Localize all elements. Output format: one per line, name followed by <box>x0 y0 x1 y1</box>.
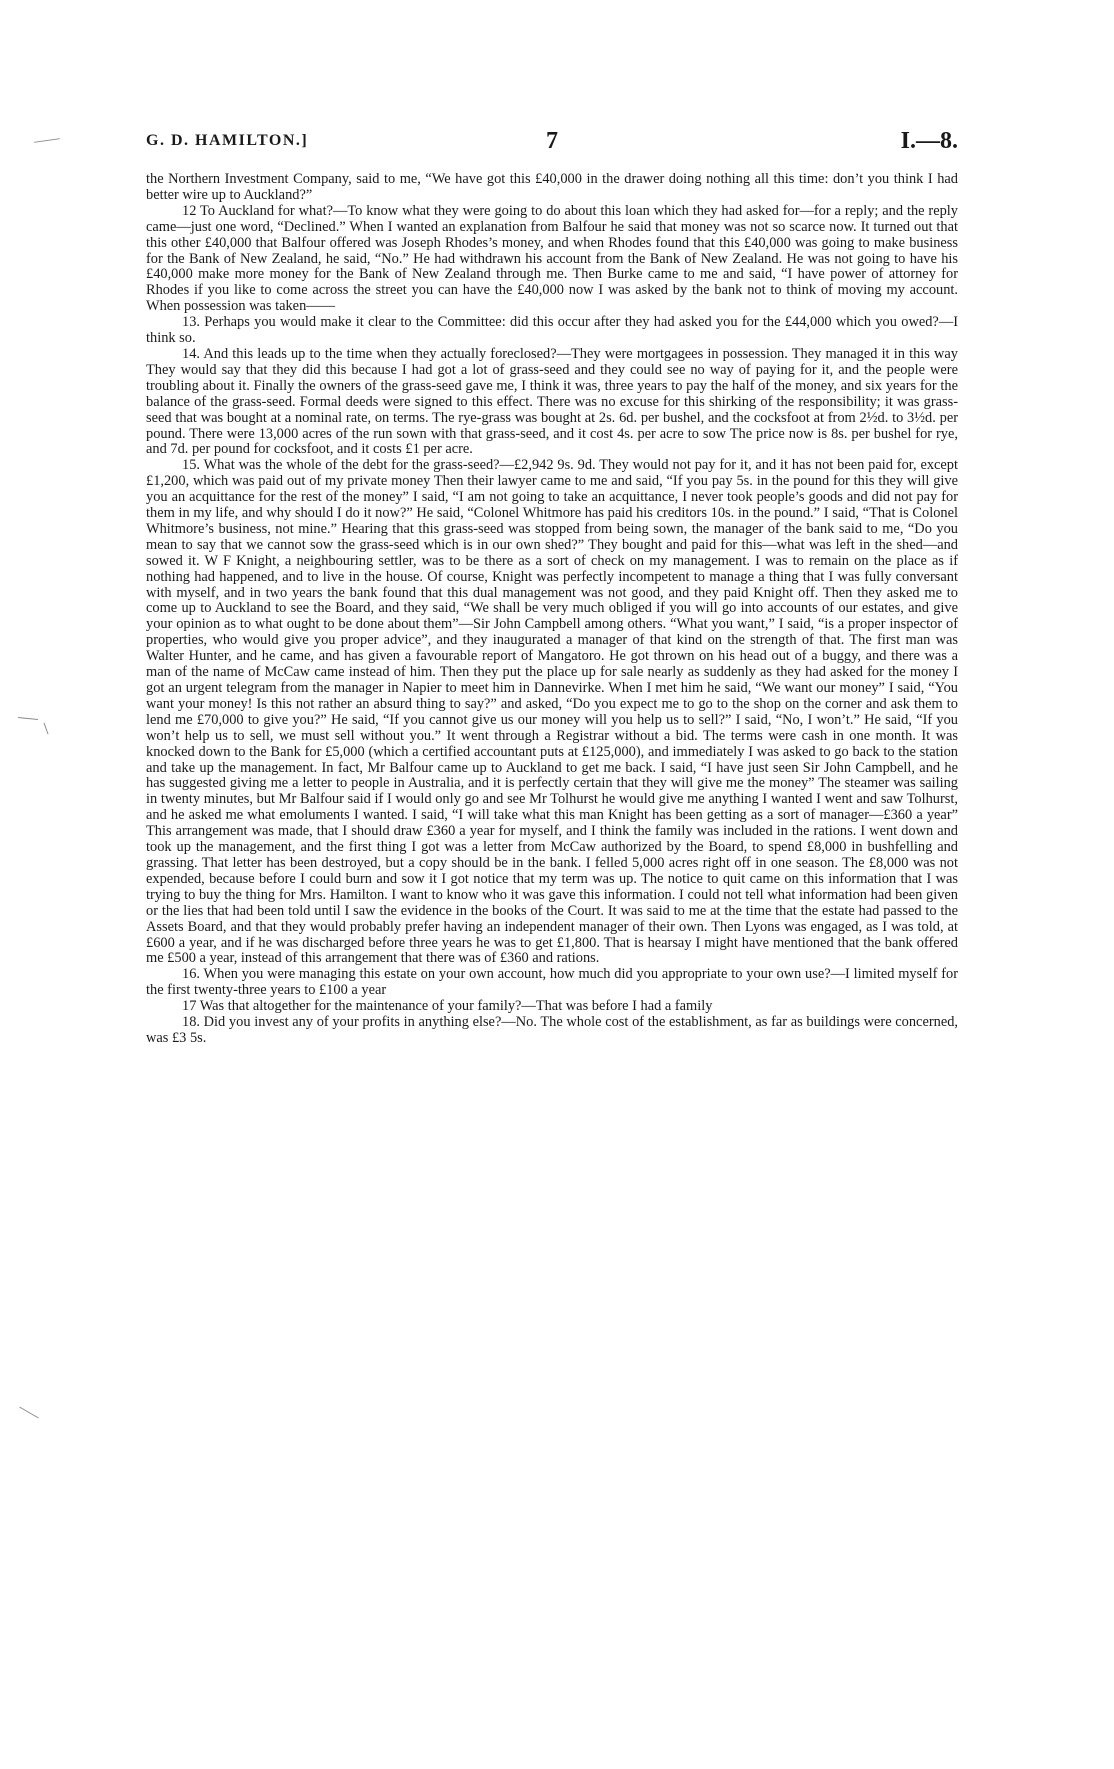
margin-mark <box>19 1407 39 1419</box>
page-number: 7 <box>546 128 558 154</box>
paragraph-q18: 18. Did you invest any of your profits in anything else?—No. The whole cost of the establishment, as far as buildings were concerned, was £3 5s. <box>146 1014 958 1046</box>
paragraph-q12: 12 To Auckland for what?—To know what they were going to do about this loan which they had asked for—for a reply; and the reply came—just one word, “Declined.” When I wanted an explanation from Balfour he said that money was not so scarce now. It turned out that this other £40,000 that Balfour offered was Joseph Rhodes’s money, and when Rhodes found that this £40,000 was going to make business for the Bank of New Zealand, he said, “No.” He had withdrawn his account from the Bank of New Zealand. He was not going to have his £40,000 make more money for the Bank of New Zealand through me. Then Burke came to me and said, “I have power of attorney for Rhodes if you like to come across the street you can have the £40,000 now I was asked by the bank not to think of moving my account. When possession was taken—— <box>146 202 958 315</box>
paragraph-q13: 13. Perhaps you would make it clear to the Committee: did this occur after they had asked you for the £44,000 which you owed?—I think so. <box>146 314 958 347</box>
paragraph-continuation: the Northern Investment Company, said to me, “We have got this £40,000 in the drawer doing nothing all this time: don’t you think I had better wire up to Auckland?” <box>146 171 958 203</box>
page-header <box>146 128 958 162</box>
margin-mark <box>34 138 60 143</box>
document-reference: I.—8. <box>900 128 958 154</box>
witness-name: G. D. HAMILTON.] <box>146 132 309 149</box>
paragraph-q14: 14. And this leads up to the time when they actually foreclosed?—They were mortgagees in possession. They managed it in this way They would say that they did this because I had got a lot of grass-seed and they could see no way of paying for it, and the people were troubling about it. Finally the owners of the grass-seed gave me, I think it was, three years to pay the half of the money, and six years for the balance of the grass-seed. Formal deeds were signed to this effect. There was no excuse for this shirking of the responsibility; it was grass-seed that was bought at a nominal rate, on terms. The rye-grass was bought at 2s. 6d. per bushel, and the cocksfoot at from 2½d. to 3½d. per pound. There were 13,000 acres of the run sown with that grass-seed, and it cost 4s. per acre to sow The price now is 8s. per bushel for rye, and 7d. per pound for cocksfoot, and it costs £1 per acre. <box>146 345 958 458</box>
document-body <box>146 172 958 1047</box>
margin-mark <box>43 723 48 735</box>
paragraph-q15: 15. What was the whole of the debt for the grass-seed?—£2,942 9s. 9d. They would not pay for it, and it has not been paid for, except £1,200, which was paid out of my private money Then their lawyer came to me and said, “If you pay 5s. in the pound for this they will give you an acquittance for the rest of the money” I said, “I am not going to take an acquittance, I never took people’s goods and did not pay for them in my life, and why should I do it now?” He said, “Colonel Whitmore has paid his creditors 10s. in the pound.” I said, “That is Colonel Whitmore’s business, not mine.” Hearing that this grass-seed was stopped from being sown, the manager of the bank said to me, “Do you mean to say that we cannot sow the grass-seed which is in our own shed?” They bought and paid for this—what was left in the shed—and sowed it. W F Knight, a neighbouring settler, was to be there as a sort of check on my management. I was to remain on the place as if nothing had happened, and to live in the house. Of course, Knight was perfectly incompetent to manage a thing that I was fully conversant with myself, and in two years the bank found that this dual management was not good, and they paid Knight off. Then they asked me to come up to Auckland to see the Board, and they said, “We shall be very much obliged if you will go into accounts of our estates, and give your opinion as to what ought to be done about them”—Sir John Campbell among others. “What you want,” I said, “is a proper inspector of properties, who would give you proper advice”, and they inaugurated a manager of that kind on the strength of that. The first man was Walter Hunter, and he came, and has given a favourable report of Mangatoro. He got thrown on his head out of a buggy, and there was a man of the name of McCaw came instead of him. Then they put the place up for sale nearly as suddenly as they had asked for the money I got an urgent telegram from the manager in Napier to meet him in Dannevirke. When I met him he said, “We want our money” I said, “You want your money! Is this not rather an absurd thing to say?” and asked, “Do you expect me to go to the shop on the corner and ask them to lend me £70,000 to give you?” He said, “If you cannot give us our money will you help us to sell?” I said, “No, I won’t.” He said, “If you won’t help us to sell, we must sell without you.” It went through a Registrar without a bid. The terms were cash in one month. It was knocked down to the Bank for £5,000 (which a certified accountant puts at £125,000), and immediately I was asked to go back to the station and take up the management. In fact, Mr Balfour came up to Auckland to get me back. I said, “I have just seen Sir John Campbell, and he has suggested giving me a letter to people in Australia, and it is perfectly certain that they will give me the money” The steamer was sailing in twenty minutes, but Mr Balfour said if I would only go and see Mr Tolhurst he would give me anything I wanted I went and saw Tolhurst, and he asked me what emoluments I wanted. I said, “I will take what this man Knight has been getting as a sort of manager—£360 a year” This arrangement was made, that I should draw £360 a year for myself, and I think the family was included in the rations. I went down and took up the management, and the first thing I got was a letter from McCaw authorized by the Board, to spend £8,000 in bushfelling and grassing. That letter has been destroyed, but a copy should be in the bank. I felled 5,000 acres right off in one season. The £8,000 was not expended, because before I could burn and sow it I got notice that my term was up. The notice to quit came on this information that I was trying to buy the thing for Mrs. Hamilton. I want to know who it was gave this information. I could not tell what information had been given or the lies that had been told until I saw the evidence in the books of the Court. It was said to me at the time that the estate had passed to the Assets Board, and that they would probably prefer having an independent manager of their own. Then Lyons was engaged, as I was told, at £600 a year, and if he was discharged before three years he was to get £1,800. That is hearsay I might have mentioned that the bank offered me £500 a year, instead of this arrangement that there was of £360 and rations. <box>146 457 958 967</box>
paragraph-q16: 16. When you were managing this estate on your own account, how much did you appropriate to your own use?—I limited myself for the first twenty-three years to £100 a year <box>146 966 958 999</box>
paragraph-q17: 17 Was that altogether for the maintenance of your family?—That was before I had a family <box>182 998 713 1015</box>
margin-mark <box>18 717 38 720</box>
